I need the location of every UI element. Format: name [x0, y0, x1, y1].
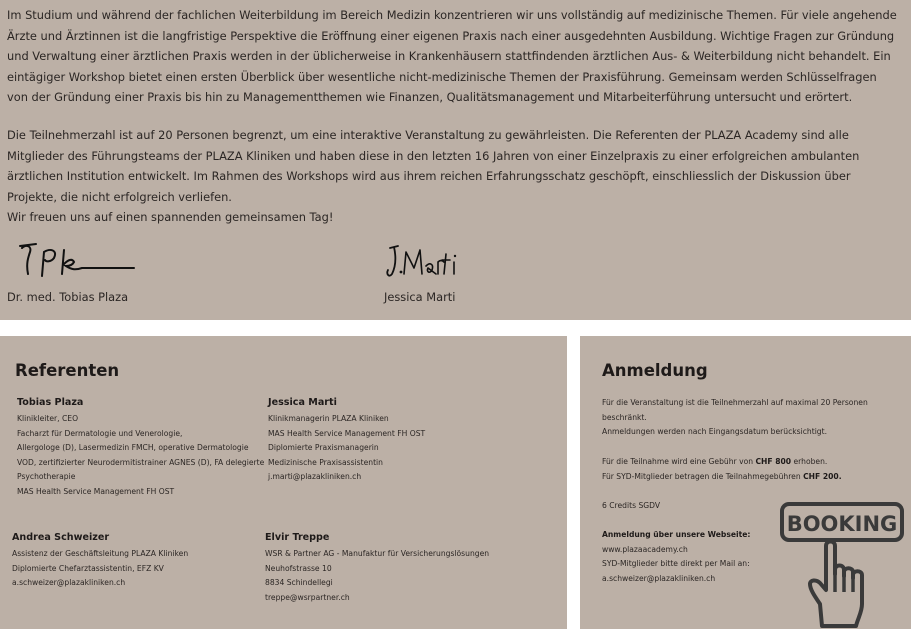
- speaker-detail: Klinikleiter, CEO: [17, 414, 79, 423]
- speaker-elvir-treppe: [265, 531, 489, 605]
- credits: 6 Credits SGDV: [602, 501, 661, 510]
- booking-button[interactable]: [776, 500, 908, 628]
- mail-instruction: SYD-Mitglieder bitte direkt per Mail an:: [602, 559, 750, 569]
- anmeldung-fees: [602, 455, 842, 484]
- referenten-card: [0, 336, 567, 629]
- fee-text: Für die Teilnahme wird eine Gebühr von: [602, 457, 756, 466]
- syd-fee-line: [602, 470, 842, 485]
- speaker-detail: VOD, zertifizierter Neurodermitistrainer AGNES (D), FA delegierte: [17, 457, 265, 467]
- booking-label: BOOKING: [786, 512, 898, 536]
- speaker-email[interactable]: j.marti@plazakliniken.ch: [268, 472, 362, 482]
- anmeldung-contact: [602, 528, 750, 586]
- mail-link[interactable]: a.schweizer@plazakliniken.ch: [602, 573, 716, 583]
- speaker-andrea-schweizer: [12, 531, 188, 591]
- signature-marti: [384, 240, 464, 284]
- fee-line: [602, 455, 842, 470]
- fee-suffix: erhoben.: [791, 457, 828, 466]
- speaker-email[interactable]: treppe@wsrpartner.ch: [265, 592, 350, 602]
- speaker-detail: Allergologe (D), Lasermedizin FMCH, operative Dermatologie: [17, 443, 249, 453]
- info-line: Anmeldungen werden nach Eingangsdatum berücksichtigt.: [602, 427, 828, 437]
- intro-paragraph: Im Studium und während der fachlichen Weiterbildung im Bereich Medizin konzentrieren wir uns vollständig auf medizinische Themen. Für viele angehende Ärzte und Ärztinnen ist die langfristige Perspektive die Eröffnung einer eigenen Praxis nach einer ausgedehnten Ausbildung. Wichtige Fragen zur Gründung und Verwaltung einer ärztlichen Praxis werden in der üblicherweise in Krankenhäusern stattfindenden ärztlichen Aus- & Weiterbildung nicht behandelt. Ein eintägiger Workshop bietet einen ersten Überblick über wesentliche nicht-medizinische Themen der Praxisführung. Gemeinsam werden Schlüsselfragen von der Gründung einer Praxis bis hin zu Managementthemen wie Finanzen, Qualitätsmanagement und Mitarbeiterführung untersucht und erörtert.: [7, 8, 897, 105]
- signature-name-plaza: Dr. med. Tobias Plaza: [7, 290, 129, 304]
- anmeldung-card: [580, 336, 911, 629]
- info-line: beschränkt.: [602, 412, 647, 422]
- speaker-name: Jessica Marti: [268, 397, 337, 408]
- speaker-detail: Assistenz der Geschäftsleitung PLAZA Kliniken: [12, 549, 189, 558]
- participants-paragraph: Die Teilnehmerzahl ist auf 20 Personen begrenzt, um eine interaktive Veranstaltung zu gewährleisten. Die Referenten der PLAZA Academy sind alle Mitglieder des Führungsteams der PLAZA Kliniken und haben diese in den letzten 16 Jahren von einer Einzelpraxis zu einer erfolgreichen ambulanten ärztlichen Institution entwickelt. Im Rahmen des Workshops wird aus ihrem reichen Erfahrungsschatz geschöpft, einschliesslich der Diskussion über Projekte, die nicht erfolgreich verliefen.: [7, 128, 860, 204]
- speaker-detail: Klinikmanagerin PLAZA Kliniken: [268, 414, 389, 423]
- speaker-name: Tobias Plaza: [17, 397, 84, 408]
- speaker-detail: Neuhofstrasse 10: [265, 563, 332, 573]
- syd-fee-text: Für SYD-Mitglieder betragen die Teilnahmegebühren: [602, 471, 804, 481]
- closing-paragraph: Wir freuen uns auf einen spannenden gemeinsamen Tag!: [7, 210, 334, 224]
- anmeldung-title: Anmeldung: [602, 361, 708, 380]
- info-line: Für die Veranstaltung ist die Teilnehmerzahl auf maximal 20 Personen: [602, 398, 868, 407]
- speaker-name: Elvir Treppe: [265, 532, 330, 543]
- speaker-email[interactable]: a.schweizer@plazakliniken.ch: [12, 578, 126, 588]
- speaker-detail: MAS Health Service Management FH OST: [17, 486, 175, 496]
- syd-fee-amount: CHF 200.: [803, 471, 842, 481]
- speaker-detail: MAS Health Service Management FH OST: [268, 428, 426, 438]
- speaker-name: Andrea Schweizer: [12, 532, 110, 543]
- signature-name-marti: Jessica Marti: [384, 290, 456, 304]
- speaker-detail: Diplomierte Praxismanagerin: [268, 443, 379, 453]
- speaker-tobias-plaza: [17, 396, 264, 500]
- signature-plaza: [18, 240, 138, 284]
- speaker-detail: 8834 Schindellegi: [265, 578, 333, 588]
- hand-pointer-icon: [810, 542, 862, 627]
- speaker-detail: Psychotherapie: [17, 472, 76, 482]
- speaker-detail: Facharzt für Dermatologie und Venerologie,: [17, 428, 183, 438]
- referenten-title: Referenten: [15, 361, 120, 380]
- fee-amount: CHF 800: [755, 457, 792, 466]
- speaker-detail: WSR & Partner AG - Manufaktur für Versicherungslösungen: [265, 549, 490, 558]
- website-heading: Anmeldung über unsere Webseite:: [602, 530, 751, 539]
- anmeldung-info: [602, 396, 868, 440]
- speaker-detail: Medizinische Praxisassistentin: [268, 457, 383, 467]
- speaker-detail: Diplomierte Chefarztassistentin, EFZ KV: [12, 563, 164, 573]
- speaker-jessica-marti: [268, 396, 425, 485]
- website-link[interactable]: www.plazaacademy.ch: [602, 544, 688, 554]
